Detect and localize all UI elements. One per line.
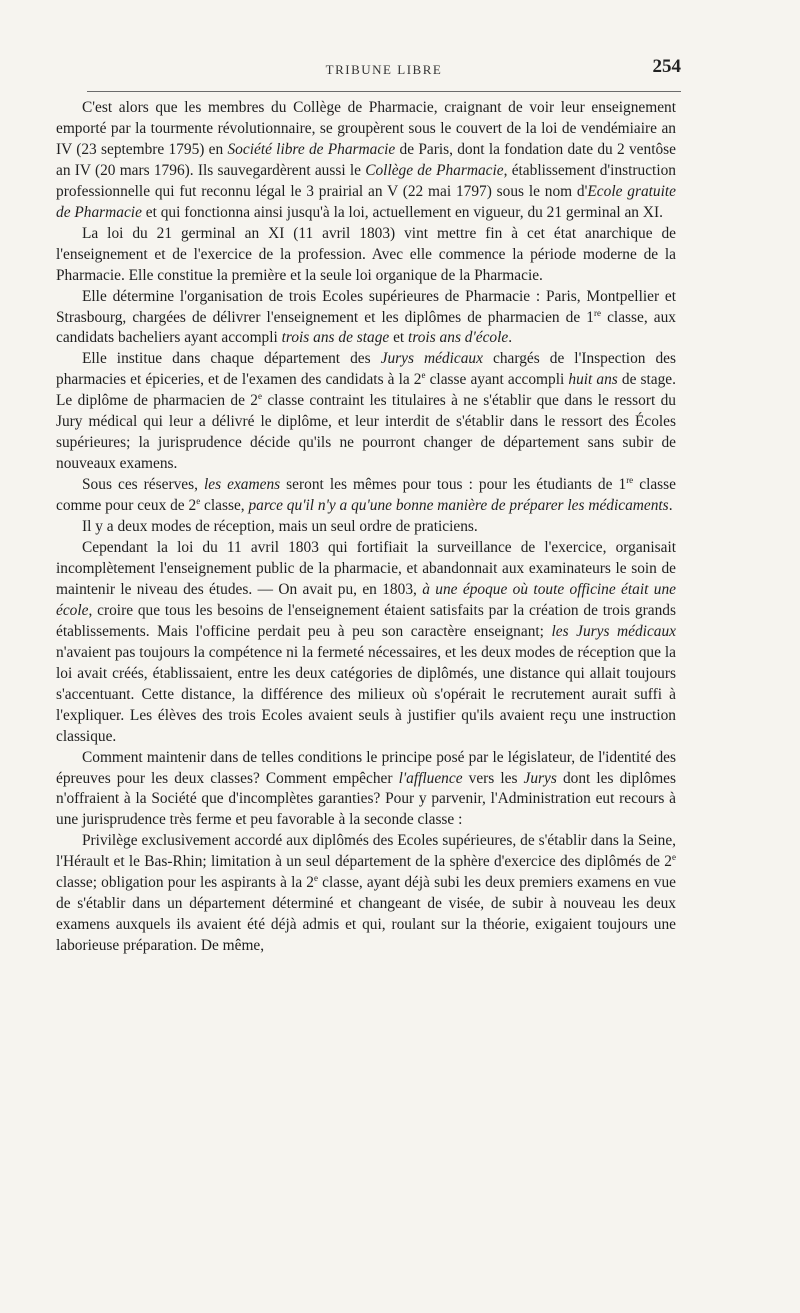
- italic-text: l'affluence: [398, 769, 463, 787]
- text-run: classe; obligation pour les aspirants à la 2: [56, 874, 315, 892]
- text-run: classe, aux candidats bacheliers ayant accompli: [56, 308, 676, 347]
- text-run: classe contraint les titulaires à ne s'établir que dans le ressort du Jury médical qui leur a délivré le diplôme, et leur interdit de s'établir dans le ressort des Écoles supérieures; la jurisprudence décide qu'ils ne pourront changer de département sans subir de nouveaux examens.: [56, 392, 676, 473]
- superscript: e: [314, 873, 319, 884]
- page-header: [87, 56, 681, 86]
- text-run: et qui fonctionna ainsi jusqu'à la loi, actuellement en vigueur, du 21 germinal an XI.: [141, 203, 663, 221]
- text-run: classe,: [200, 497, 249, 515]
- text-run: Sous ces réserves,: [82, 476, 204, 494]
- text-run: .: [668, 497, 673, 515]
- text-run: classe ayant accompli: [425, 371, 569, 389]
- paragraph: [56, 748, 676, 832]
- italic-text: trois ans de stage: [281, 329, 390, 347]
- paragraph: [56, 475, 676, 517]
- paragraph: [56, 98, 676, 224]
- superscript: re: [594, 307, 601, 318]
- paragraph: [56, 831, 676, 957]
- italic-text: à une époque où toute officine était une école: [56, 580, 676, 619]
- italic-text: trois ans d'école: [408, 329, 509, 347]
- text-run: C'est alors que les membres du Collège de Pharmacie, craignant de voir leur enseignement emporté par la tourmente révolutionnaire, se groupèrent sous le couvert de la loi de vendémiaire an IV (23 septembre 1795) en: [56, 99, 676, 158]
- superscript: e: [672, 852, 676, 863]
- italic-text: parce qu'il n'y a qu'une bonne manière de préparer les médicaments: [248, 497, 669, 515]
- paragraph: [56, 287, 676, 350]
- text-run: , croire que tous les besoins de l'enseignement étaient satisfaits par la création de trois grands établissements. Mais l'officine perdait peu à peu son caractère enseignant;: [56, 601, 676, 640]
- text-run: chargés de l'Inspection des pharmacies et épiceries, et de l'examen des candidats à la 2: [56, 350, 676, 389]
- paragraph: [56, 224, 676, 287]
- text-run: Cependant la loi du 11 avril 1803 qui fortifiait la surveillance de l'exercice, organisait incomplètement l'enseignement public de la pharmacie, et abandonnait aux examinateurs le soin de maintenir le niveau des études. — On avait pu, en 1803,: [56, 539, 676, 598]
- header-rule: [87, 91, 681, 92]
- running-title: TRIBUNE LIBRE: [325, 62, 443, 77]
- text-run: Privilège exclusivement accordé aux diplômés des Ecoles supérieures, de s'établir dans la Seine, l'Hérault et le Bas-Rhin; limitation à un seul département de la sphère d'exercice des diplômés de 2: [56, 832, 676, 871]
- paragraph: [56, 538, 676, 748]
- italic-text: Jurys médicaux: [380, 350, 483, 368]
- italic-text: les examens: [204, 476, 281, 494]
- text-run: classe comme pour ceux de 2: [56, 476, 676, 515]
- text-run: seront les mêmes pour tous : pour les étudiants de 1: [280, 476, 627, 494]
- superscript: re: [626, 475, 634, 486]
- italic-text: Société libre de Pharmacie: [227, 140, 396, 158]
- paragraph: [56, 517, 676, 538]
- italic-text: huit ans: [568, 371, 618, 389]
- text-run: Elle détermine l'organisation de trois Ecoles supérieures de Pharmacie : Paris, Montpellier et Strasbourg, chargées de délivrer l'enseignement et les diplômes de pharmacien de 1: [56, 287, 676, 326]
- text-run: de Paris, dont la fondation date du 2 ventôse an IV (20 mars 1796). Ils sauvegardèrent aussi le: [56, 140, 676, 179]
- article-body: [56, 98, 676, 957]
- text-run: n'avaient pas toujours la compétence ni la fermeté nécessaires, et les deux modes de réception que la loi avait créés, établissaient, entre les deux catégories de diplômés, une distance qui allait toujours s'accentuant. Cette distance, la différence des milieux où s'opérait le recrutement aurait suffi à l'expliquer. Les élèves des trois Ecoles avaient seuls à justifier qu'ils avaient reçu une instruction classique.: [56, 643, 676, 745]
- superscript: e: [421, 370, 426, 381]
- italic-text: Collège de Pharmacie: [365, 161, 504, 179]
- page-number: 254: [652, 56, 681, 77]
- text-run: , établissement d'instruction professionnelle qui fut reconnu légal le 3 prairial an V (22 mai 1797) sous le nom d': [56, 161, 676, 200]
- text-run: de stage. Le diplôme de pharmacien de 2: [56, 371, 676, 410]
- italic-text: Jurys: [523, 769, 557, 787]
- superscript: e: [257, 391, 262, 402]
- superscript: e: [196, 495, 201, 506]
- italic-text: les Jurys médicaux: [551, 622, 676, 640]
- text-run: Il y a deux modes de réception, mais un seul ordre de praticiens.: [82, 518, 478, 536]
- text-run: dont les diplômes n'offraient à la Société que d'incomplètes garanties? Pour y parvenir, l'Administration eut recours à une jurisprudence très ferme et peu favorable à la seconde classe :: [56, 769, 676, 829]
- italic-text: Ecole gratuite de Pharmacie: [56, 182, 676, 221]
- text-run: classe, ayant déjà subi les deux premiers examens en vue de s'établir dans un département déterminé et changeant de visée, de subir à nouveau les deux examens auxquels ils avaient été déjà admis et qui, roulant sur la théorie, exigaient toujours une laborieuse préparation. De même,: [56, 874, 676, 955]
- paragraph: [56, 349, 676, 475]
- text-run: Elle institue dans chaque département des: [82, 350, 381, 368]
- text-run: et: [389, 329, 409, 347]
- text-run: .: [508, 329, 513, 347]
- text-run: Comment maintenir dans de telles conditions le principe posé par le législateur, de l'identité des épreuves pour les deux classes? Comment empêcher: [56, 748, 676, 787]
- text-run: vers les: [462, 769, 524, 787]
- text-run: La loi du 21 germinal an XI (11 avril 1803) vint mettre fin à cet état anarchique de l'enseignement et de l'exercice de la profession. Avec elle commence la période moderne de la Pharmacie. Elle constitue la première et la seule loi organique de la Pharmacie.: [56, 224, 676, 284]
